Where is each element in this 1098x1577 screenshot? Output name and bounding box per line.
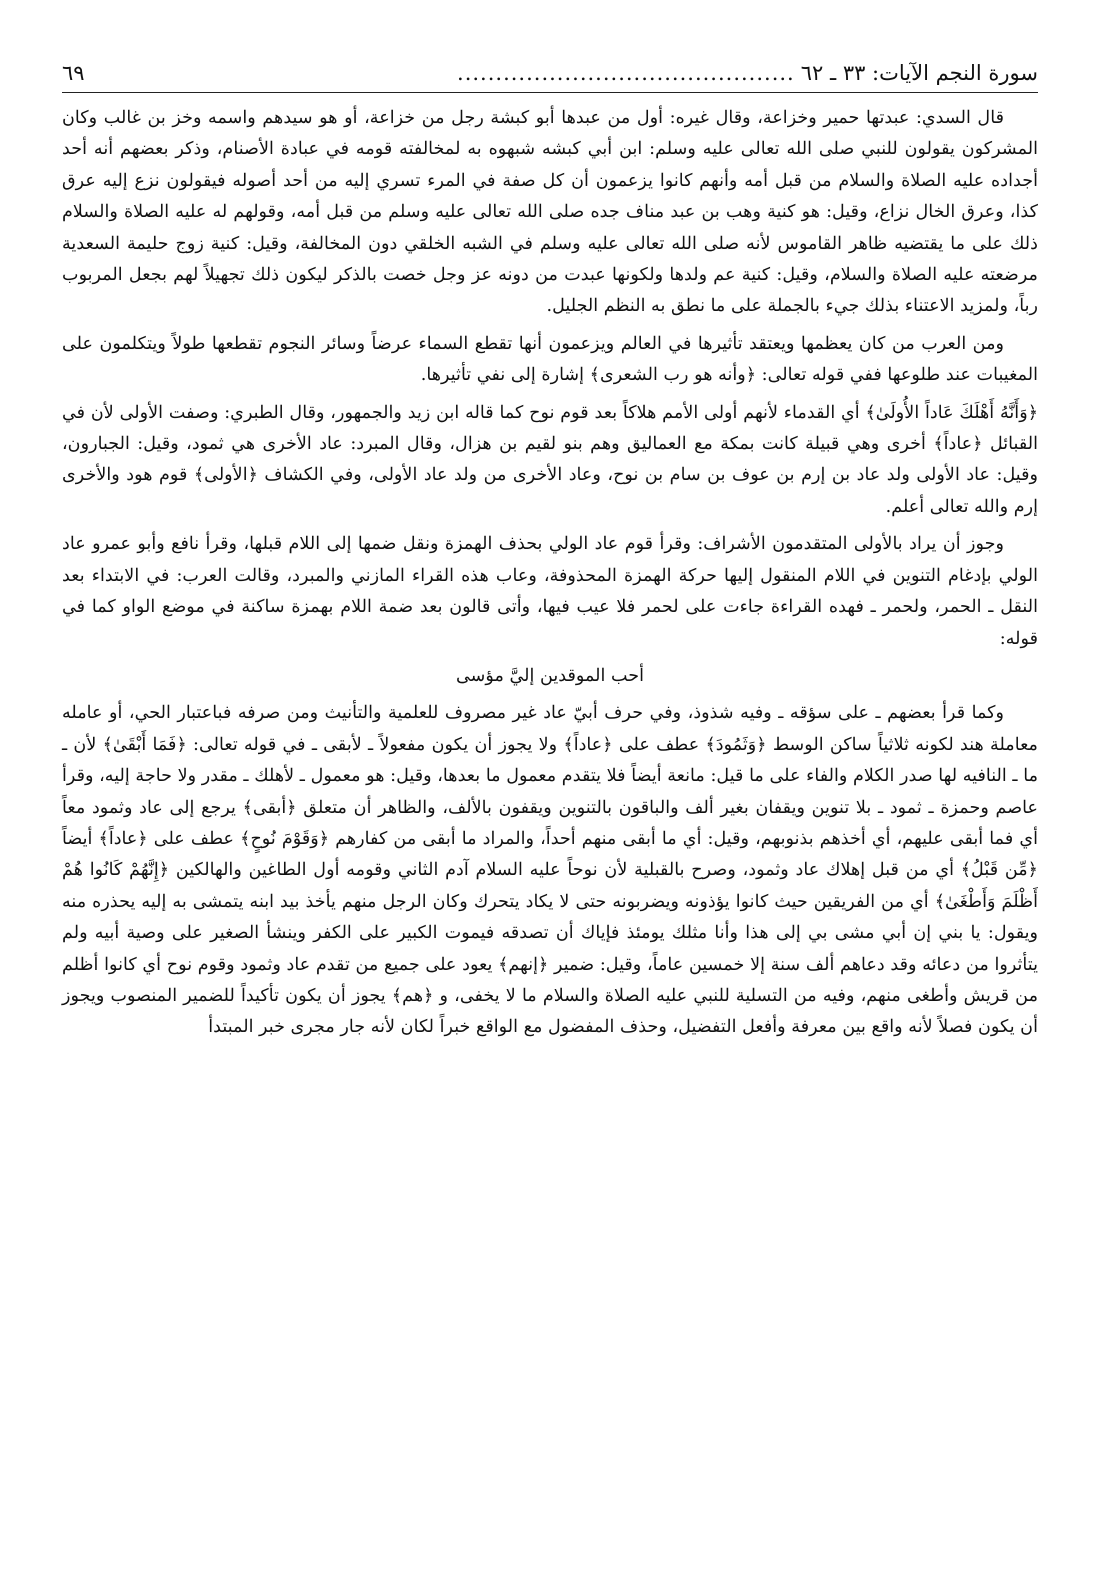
paragraph-thamud-noah: وكما قرأ بعضهم ـ على سؤقه ـ وفيه شذوذ، وفي حرف أبيّ عاد غير مصروف للعلمية والتأنيث ومن صرفه فباعتبار الحي، أو عامله معاملة هند لكونه ثلاثياً ساكن الوسط ﴿وَثَمُودَ﴾ عطف على ﴿عاداً﴾ ولا يجوز أن يكون مفعولاً ـ لأبقى ـ في قوله تعالى: ﴿فَمَا أَبْقَىٰ﴾ لأن ـ ما ـ النافيه لها صدر الكلام والفاء على ما قيل: مانعة أيضاً فلا يتقدم معمول ما بعدها، وقيل: هو معمول ـ لأهلك ـ مقدر ولا حاجة إليه، وقرأ عاصم وحمزة ـ ثمود ـ بلا تنوين ويقفان بغير ألف والباقون بالتنوين ويقفون بالألف، والظاهر أن متعلق ﴿أبقى﴾ يرجع إلى عاد وثمود معاً أي فما أبقى عليهم، أي أخذهم بذنوبهم، وقيل: أي ما أبقى منهم أحداً، والمراد ما أبقى من كفارهم ﴿وَقَوْمَ نُوحٍ﴾ عطف على ﴿عاداً﴾ أيضاً ﴿مِّن قَبْلُ﴾ أي من قبل إهلاك عاد وثمود، وصرح بالقبلية لأن نوحاً عليه السلام آدم الثاني وقومه أول الطاغين والهالكين ﴿إِنَّهُمْ كَانُوا هُمْ أَظْلَمَ وَأَطْغَىٰ﴾ أي من الفريقين حيث كانوا يؤذونه ويضربونه حتى لا يكاد يتحرك وكان الرجل منهم يأخذ بيد ابنه يتمشى به إليه يحذره منه ويقول: يا بني إن أبي مشى بي إلى هذا وأنا مثلك يومئذ فإياك أن تصدقه فيموت الكبير على الكفر وينشأ الصغير على وصية أبيه ولم يتأثروا من دعائه وقد دعاهم ألف سنة إلا خمسين عاماً، وقيل: ضمير ﴿إنهم﴾ يعود على جميع من تقدم عاد وثمود وقوم نوح أي كانوا أظلم من قريش وأطغى منهم، وفيه من التسلية للنبي عليه الصلاة والسلام ما لا يخفى، و ﴿هم﴾ يجوز أن يكون تأكيداً للضمير المنصوب ويجوز أن يكون فصلاً لأنه واقع بين معرفة وأفعل التفضيل، وحذف المفضول مع الواقع خبراً لكان لأنه جار مجرى خبر المبتدأ [62,703,1039,1038]
paragraph-first-ad: ﴿وَأَنَّهُ أَهْلَكَ عَاداً الأُولَىٰ﴾ أي القدماء لأنهم أولى الأمم هلاكاً بعد قوم نوح كما قاله ابن زيد والجمهور، وقال الطبري: وصفت الأولى لأن في القبائل ﴿عاداً﴾ أخرى وهي قبيلة كانت بمكة مع العماليق وهم بنو لقيم بن هزال، وقال المبرد: عاد الأخرى هي ثمود، وقيل: الجبارون، وقيل: عاد الأولى ولد عاد بن إرم بن عوف بن سام بن نوح، وعاد الأخرى من ولد عاد الأولى، وفي الكشاف ﴿الأولى﴾ قوم هود والأخرى إرم والله تعالى أعلم. [62,402,1038,517]
page-number: ٦٩ [62,61,85,85]
paragraph-readings: وجوز أن يراد بالأولى المتقدمون الأشراف: وقرأ قوم عاد الولي بحذف الهمزة ونقل ضمها إلى اللام قبلها، وقرأ نافع وأبو عمرو عاد الولي بإدغام التنوين في اللام المنقول إليها حركة الهمزة المحذوفة، وعاب هذه القراء المازني والمبرد، وقالت العرب: في الابتداء بعد النقل ـ الحمر، ولحمر ـ فهده القراءة جاءت على لحمر فلا عيب فيها، وأتى قالون بعد ضمة اللام بهمزة ساكنة في موضع الواو كما في قوله: [62,534,1038,649]
paragraph-abu-kabsha: قال السدي: عبدتها حمير وخزاعة، وقال غيره: أول من عبدها أبو كبشة رجل من خزاعة، أو هو سيدهم واسمه وخز بن غالب وكان المشركون يقولون للنبي صلى الله تعالى عليه وسلم: ابن أبي كبشه شبهوه به لمخالفته قومه في عبادة الأصنام، وذكر بعضهم أنه أحد أجداده عليه الصلاة والسلام من قبل أمه وأنهم كانوا يزعمون أن كل صفة في المرء تسري إليه من أحد أصوله فيقولون نزع إليه عرق كذا، وعرق الخال نزاع، وقيل: هو كنية وهب بن عبد مناف جده صلى الله تعالى عليه وسلم من قبل أمه، وقولهم له عليه الصلاة والسلام ذلك على ما يقتضيه ظاهر القاموس لأنه صلى الله تعالى عليه وسلم في الشبه الخلقي دون المخالفة، وقيل: كنية زوج حليمة السعدية مرضعته عليه الصلاة والسلام، وقيل: كنية عم ولدها ولكونها عبدت من دونه عز وجل خصت بالذكر ليكون ذلك تجهيلاً لهم بجعل المربوب رباً، ولمزيد الاعتناء بذلك جيء بالجملة على ما نطق به النظم الجليل. [62,108,1038,317]
surah-title: سورة النجم الآيات: ٣٣ ـ ٦٢ [800,61,1038,85]
body-text [62,103,1038,1044]
poetry-verse: أحب الموقدين إليَّ مؤسى [455,665,645,686]
dot-leader: ............................................ [457,61,795,85]
book-page [62,58,1038,1050]
running-header [62,58,1038,93]
paragraph-sirius-worship: ومن العرب من كان يعظمها ويعتقد تأثيرها في العالم ويزعمون أنها تقطع السماء عرضاً وسائر النجوم تقطعها طولاً ويتكلمون على المغيبات عند طلوعها ففي قوله تعالى: ﴿وأنه هو رب الشعرى﴾ إشارة إلى نفي تأثيرها. [62,333,1038,386]
